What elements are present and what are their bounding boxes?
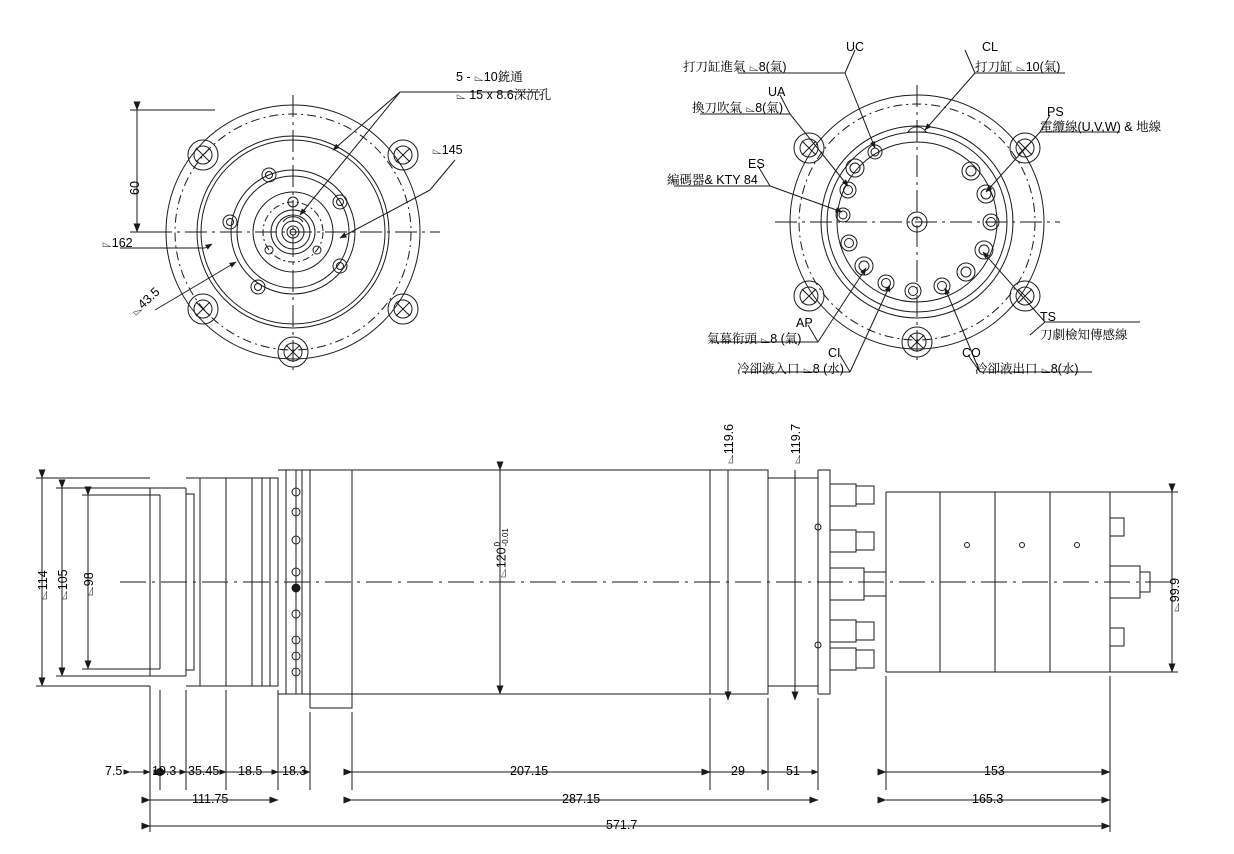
front-dim-162: ⌳162 — [102, 236, 133, 250]
tol-upper: 0 — [493, 541, 502, 547]
port-label-UA: 換刀吹氣 ⌳8(氣) — [692, 101, 784, 115]
port-code-ES: ES — [748, 157, 765, 171]
dim-153: 153 — [984, 764, 1005, 778]
dim-35-45: 35.45 — [188, 764, 220, 778]
port-label-AP: 氣幕衔頭 ⌳8 (氣) — [707, 332, 802, 346]
front-note-line1: 5 - ⌳10銃通 — [456, 70, 523, 84]
side-dim-114: ⌳114 — [36, 570, 50, 600]
port-code-CO: CO — [962, 346, 981, 360]
dim-18-3: 18.3 — [282, 764, 307, 778]
dim-287-15: 287.15 — [562, 792, 601, 806]
dim-165-3: 165.3 — [972, 792, 1004, 806]
dim-19-3: 19.3 — [152, 764, 177, 778]
dim-18-5: 18.5 — [238, 764, 263, 778]
port-code-CI: CI — [828, 346, 841, 360]
side-dim-99-9: ⌳99.9 — [1168, 577, 1182, 612]
port-code-CL: CL — [982, 40, 998, 54]
port-label-CI: 冷卻液入口 ⌳8 (水) — [737, 362, 844, 376]
dim-overall-length: 571.7 — [606, 818, 638, 832]
side-dim-120-group — [494, 528, 511, 578]
port-code-TS: TS — [1040, 310, 1056, 324]
dim-111-75: 111.75 — [192, 792, 229, 806]
port-label-UC: 打刀缸進氣 ⌳8(氣) — [683, 60, 787, 74]
front-dim-145: ⌳145 — [432, 143, 463, 157]
side-dim-120-value: ⌳120 — [494, 547, 509, 578]
port-label-CO: 冷卻液出口 ⌳8(水) — [975, 362, 1079, 376]
port-label-PS: 電纜線(U,V,W) & 地線 — [1040, 120, 1162, 134]
rear-view-geometry — [674, 50, 1140, 372]
port-code-UC: UC — [846, 40, 865, 54]
port-label-ES: 編碼器& KTY 84 — [667, 173, 758, 187]
dim-7-5: 7.5 — [105, 764, 123, 778]
front-note-line2: ⌳ 15 x 8.6深沉孔 — [456, 88, 552, 102]
tol-lower: -0.01 — [501, 528, 511, 547]
port-label-CL: 打刀缸 ⌳10(氣) — [975, 60, 1061, 74]
port-label-TS: 刀劇檢知傳感線 — [1040, 328, 1128, 342]
side-callout-119-7: ⌳119.7 — [789, 423, 803, 464]
side-dim-105: ⌳105 — [56, 569, 70, 600]
port-code-PS: PS — [1047, 105, 1064, 119]
dim-51: 51 — [786, 764, 800, 778]
front-dim-60: 60 — [128, 181, 142, 195]
side-dim-98: ⌳98 — [82, 572, 96, 596]
side-dim-120-tolerance — [494, 528, 511, 546]
front-dim-43-5: ⌳43.5 — [128, 284, 163, 319]
port-code-AP: AP — [796, 316, 813, 330]
dim-29: 29 — [731, 764, 745, 778]
dim-207-15: 207.15 — [510, 764, 549, 778]
port-code-UA: UA — [768, 85, 786, 99]
front-view-geometry — [120, 92, 540, 375]
side-callout-119-6: ⌳119.6 — [722, 423, 736, 464]
